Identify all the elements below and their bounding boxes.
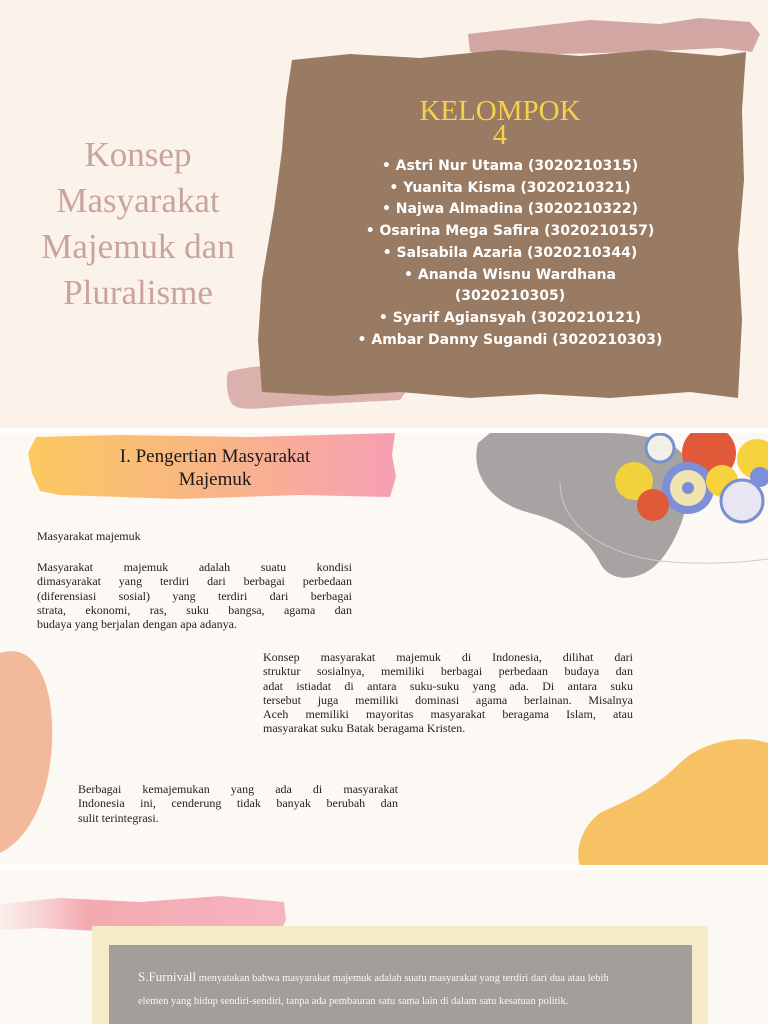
integration-paragraph <box>78 782 398 825</box>
yellow-blob <box>578 739 768 865</box>
cover-title-line: Pluralisme <box>63 273 213 312</box>
paragraph-line: adat istiadat di antara suku-suku yang ada. Di antara suku <box>263 678 633 693</box>
member-item: • Syarif Agiansyah (3020210121) <box>378 309 642 326</box>
member-name: Ambar Danny Sugandi (3020210303) <box>371 331 663 348</box>
member-item: • Astri Nur Utama (3020210315) <box>381 158 639 174</box>
quote-line-text: menyatakan bahwa masyarakat majemuk adalah suatu masyarakat yang terdiri dari dua atau lebih <box>198 973 609 984</box>
paragraph-line: sulit terintegrasi. <box>78 810 159 825</box>
paragraph-line: dimasyarakat yang terdiri dari berbagai perbedaan <box>37 574 352 589</box>
cover-title-line: Konsep <box>84 135 192 174</box>
peach-blob <box>0 651 52 853</box>
group-title-line: KELOMPOK <box>419 95 581 127</box>
paragraph-line: Indonesia ini, cenderung tidak banyak berubah dan <box>78 796 398 811</box>
group-title <box>395 92 605 154</box>
paragraph-line: Masyarakat majemuk adalah suatu kondisi <box>37 560 352 574</box>
cover-title-line: Majemuk dan <box>41 227 235 266</box>
group-title-number: 4 <box>492 119 508 151</box>
section-heading-line: Majemuk <box>178 469 252 490</box>
member-name: Ananda Wisnu Wardhana (3020210305) <box>417 266 616 305</box>
member-list <box>300 156 720 351</box>
quote-author: S.Furnivall <box>138 969 197 984</box>
slide-cover <box>0 0 768 428</box>
quote-line: elemen yang hidup sendiri-sendiri, tanpa ada pembauran satu sama lain di dalam satu kesatuan politik. <box>138 996 569 1007</box>
member-item: • Ambar Danny Sugandi (3020210303) <box>357 331 663 348</box>
cover-title-line: Masyarakat <box>56 181 220 220</box>
member-item: • Yuanita Kisma (3020210321) <box>389 179 631 196</box>
member-name: Astri Nur Utama (3020210315) <box>395 158 639 174</box>
cover-title <box>18 132 258 316</box>
member-name: Najwa Almadina (3020210322) <box>395 201 639 218</box>
member-item: • Ananda Wisnu Wardhana (3020210305) <box>404 266 616 305</box>
paragraph-line: masyarakat suku Batak beragama Kristen. <box>263 721 466 736</box>
paragraph-line: (diferensiasi sosial) yang terdiri dari berbagai <box>37 588 352 603</box>
member-item: • Najwa Almadina (3020210322) <box>381 201 639 218</box>
slide-furnivall <box>0 870 768 1024</box>
paragraph-line: struktur sosialnya, memiliki berbagai perbedaan budaya dan <box>263 664 633 679</box>
quote-line <box>138 965 668 990</box>
paragraph-line: tersebut juga memiliki dominasi agama berlainan. Misalnya <box>263 692 633 707</box>
member-item: • Salsabila Azaria (3020210344) <box>382 244 638 261</box>
quote-text <box>138 965 668 1013</box>
definition-paragraph <box>37 560 352 631</box>
paragraph-line: budaya yang berjalan dengan apa adanya. <box>37 617 237 632</box>
member-name: Salsabila Azaria (3020210344) <box>396 244 638 261</box>
member-item: • Osarina Mega Safira (3020210157) <box>365 223 655 240</box>
member-name: Yuanita Kisma (3020210321) <box>403 179 631 196</box>
paragraph-line: strata, ekonomi, ras, suku bangsa, agama dan <box>37 602 352 617</box>
member-name: Syarif Agiansyah (3020210121) <box>392 309 642 326</box>
paragraph-line: Berbagai kemajemukan yang ada di masyarakat <box>78 782 398 796</box>
member-name: Osarina Mega Safira (3020210157) <box>379 223 655 240</box>
section-heading <box>60 445 370 491</box>
indonesia-paragraph <box>263 650 633 736</box>
slide-definition <box>0 433 768 865</box>
paragraph-line: Konsep masyarakat majemuk di Indonesia, dilihat dari <box>263 650 633 664</box>
paragraph-line: Aceh memiliki mayoritas masyarakat beragama Islam, atau <box>263 707 633 722</box>
definition-subheading: Masyarakat majemuk <box>37 529 141 543</box>
section-heading-line: I. Pengertian Masyarakat <box>119 446 311 467</box>
